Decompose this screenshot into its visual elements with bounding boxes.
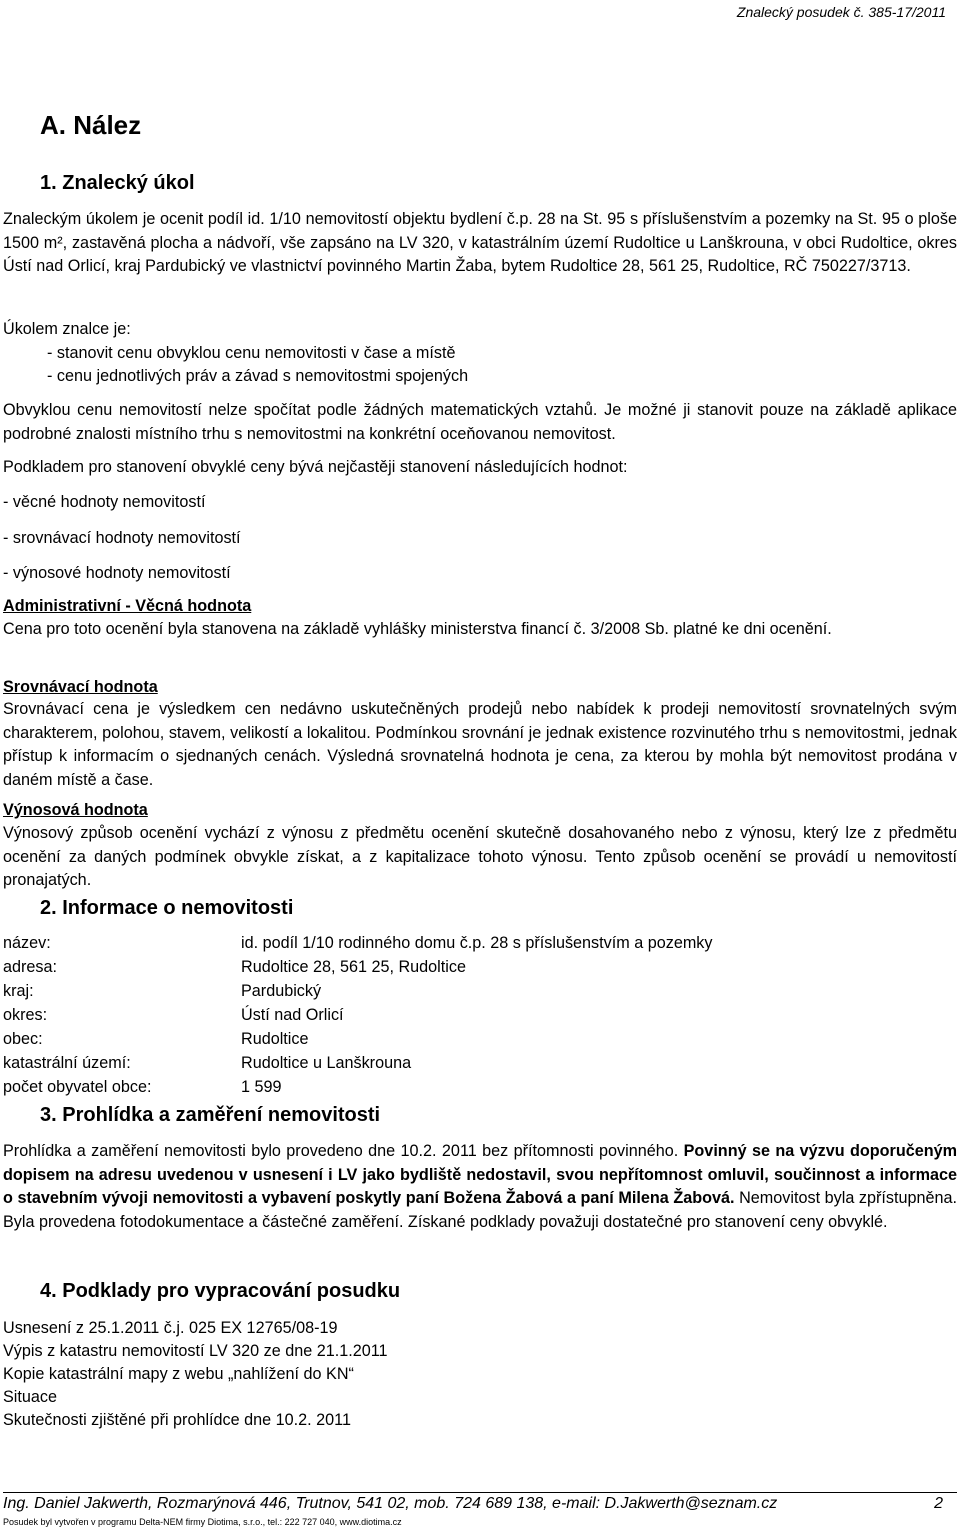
info-label: počet obyvatel obce: [3,1078,152,1096]
footer-divider [3,1492,957,1493]
info-label: adresa: [3,958,57,976]
inspection-text-a: Prohlídka a zaměření nemovitosti bylo provedeno dne 10.2. 2011 bez přítomnosti povinného. [3,1142,679,1160]
footer-author: Ing. Daniel Jakwerth, Rozmarýnová 446, Trutnov, 541 02, mob. 724 689 138, e-mail: D.Jakwerth@seznam.cz [3,1495,778,1512]
source-item: Situace [3,1388,57,1406]
section-2-title: 2. Informace o nemovitosti [40,897,294,919]
info-value: id. podíl 1/10 rodinného domu č.p. 28 s příslušenstvím a pozemky [241,934,713,952]
source-item: Výpis z katastru nemovitostí LV 320 ze dne 21.1.2011 [3,1342,388,1360]
valuation-note: Obvyklou cenu nemovitostí nelze spočítat podle žádných matematických vztahů. Je možné ji stanovit pouze na základě aplikace podrobné znalosti místního trhu s nemovitostmi na konkrétní oceňovanou nemovitost. [3,401,957,443]
source-item: Usnesení z 25.1.2011 č.j. 025 EX 12765/08-19 [3,1319,338,1337]
task-intro: Úkolem znalce je: [3,320,131,338]
value-type-3: - výnosové hodnoty nemovitostí [3,564,231,582]
info-row-address [3,956,466,980]
section-a-title: A. Nález [40,110,142,140]
inspection-text-bold: Povinný se na výzvu doporučeným dopisem na adresu uvedenou v usnesení i LV jako bydliště nedostavil, svou nepřítomnost omluvil, součinnost a informace o stavebním vývoji nemovitosti a vybavení poskytly paní Božena Žabová a paní Milena Žabová. [3,1142,957,1208]
income-value-heading: Výnosová hodnota [3,801,148,819]
section-1-title: 1. Znalecký úkol [40,172,195,194]
task-paragraph: Znaleckým úkolem je ocenit podíl id. 1/10 nemovitostí objektu bydlení č.p. 28 na St. 95 s příslušenstvím a pozemky na St. 95 o ploše 1500 m², zastavěná plocha a nádvoří, vše zapsáno na LV 320, v katastrálním území Rudoltice u Lanškrouna, v obci Rudoltice, okres Ústí nad Orlicí, kraj Pardubický ve vlastnictví povinného Martin Žaba, bytem Rudoltice 28, 561 25, Rudoltice, RČ 750227/3713. [3,210,957,276]
info-value: Rudoltice u Lanškrouna [241,1054,412,1072]
task-item-1: - stanovit cenu obvyklou cenu nemovitosti v čase a místě [47,344,456,362]
inspection-text-b: Nemovitost byla zpřístupněna. Byla provedena fotodokumentace a částečné zaměření. Získané podklady považuji dostatečné pro stanovení ceny obvyklé. [3,1189,958,1231]
info-value: 1 599 [241,1078,282,1096]
comparative-value-text: Srovnávací cena je výsledkem cen nedávno uskutečněných prodejů nebo nabídek k prodeji nemovitostí srovnatelných svým charakterem, polohou, stavem, velikostí a lokalitou. Podmínkou srovnání je jednak existence rozvinutého trhu s nemovitostmi, jednak přístup k informacím o sjednaných cenách. Výsledná srovnatelná hodnota je cena, za kterou by mohla být nemovitost prodána v daném místě a čase. [3,700,957,789]
source-item: Kopie katastrální mapy z webu „nahlížení do KN“ [3,1365,354,1383]
basis-intro: Podkladem pro stanovení obvyklé ceny bývá nejčastěji stanovení následujících hodnot: [3,458,628,476]
info-row-district [3,1004,344,1028]
info-label: kraj: [3,982,34,1000]
task-item-2: - cenu jednotlivých práv a závad s nemovitostmi spojených [47,367,469,385]
info-value: Rudoltice [241,1030,309,1048]
info-label: obec: [3,1030,43,1048]
footer-software-note: Posudek byl vytvořen v programu Delta-NEM firmy Diotima, s.r.o., tel.: 222 727 040, www.diotima.cz [3,1517,402,1527]
section-4-title: 4. Podklady pro vypracování posudku [40,1280,401,1302]
footer [3,1495,943,1513]
info-value: Ústí nad Orlicí [241,1006,344,1024]
info-value: Rudoltice 28, 561 25, Rudoltice [241,958,466,976]
comparative-value-heading: Srovnávací hodnota [3,678,158,696]
info-row-municipality [3,1028,309,1052]
info-row-region [3,980,321,1004]
report-id-header: Znalecký posudek č. 385-17/2011 [736,4,946,20]
value-type-1: - věcné hodnoty nemovitostí [3,493,206,511]
info-label: název: [3,934,51,952]
admin-value-heading: Administrativní - Věcná hodnota [3,597,252,615]
info-label: katastrální území: [3,1054,131,1072]
info-row-population [3,1076,282,1100]
inspection-paragraph [3,1140,957,1234]
admin-value-text: Cena pro toto ocenění byla stanovena na základě vyhlášky ministerstva financí č. 3/2008 Sb. platné ke dni ocenění. [3,620,832,638]
info-value: Pardubický [241,982,322,1000]
info-row-name [3,932,713,956]
info-row-cadastral [3,1052,411,1076]
income-value-text: Výnosový způsob ocenění vychází z výnosu z předmětu ocenění skutečně dosahovaného nebo z výnosu, který lze z předmětu ocenění za daných podmínek obvykle získat, a z kapitalizace tohoto výnosu. Tento způsob ocenění se provádí u nemovitostí pronajatých. [3,824,957,890]
value-type-2: - srovnávací hodnoty nemovitostí [3,529,241,547]
info-label: okres: [3,1006,48,1024]
section-3-title: 3. Prohlídka a zaměření nemovitosti [40,1104,381,1126]
page-number: 2 [934,1495,943,1512]
source-item: Skutečnosti zjištěné při prohlídce dne 10.2. 2011 [3,1411,351,1429]
